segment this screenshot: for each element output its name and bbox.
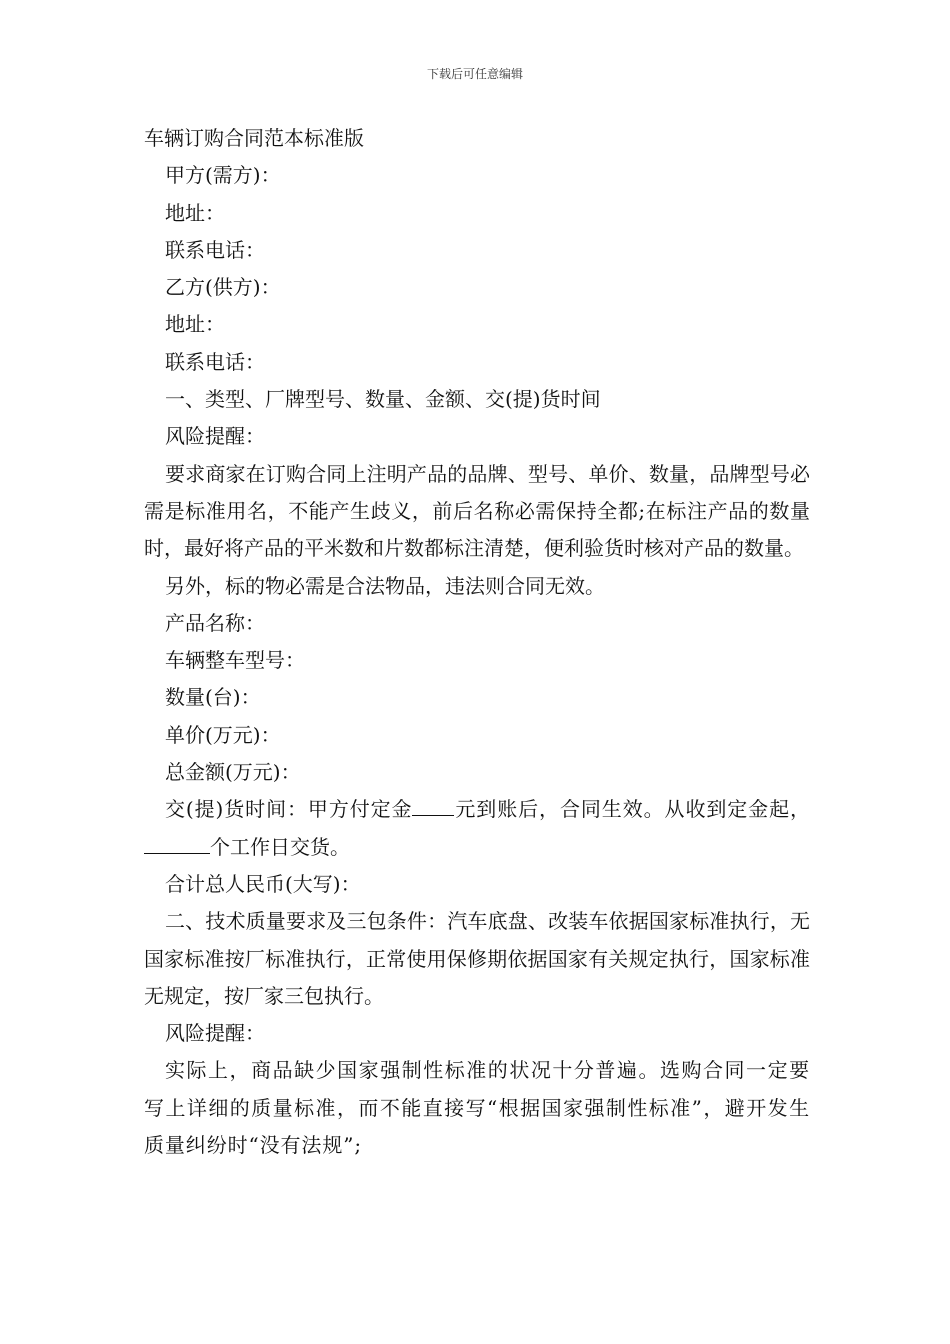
document-title: 车辆订购合同范本标准版	[144, 126, 364, 150]
document-body	[144, 120, 810, 1164]
party-b-label: 乙方(供方)：	[165, 275, 281, 300]
delivery-time-clause	[144, 791, 810, 866]
party-a-label: 甲方(需方)：	[165, 163, 281, 188]
page-header-note: 下载后可任意编辑	[426, 67, 523, 81]
unit-price-label: 单价(万元)：	[165, 722, 281, 747]
delivery-text-1: 交(提)货时间：甲方付定金	[165, 797, 413, 822]
risk-reminder-label: 风险提醒：	[165, 424, 265, 449]
legality-note: 另外，标的物必需是合法物品，违法则合同无效。	[165, 573, 605, 598]
delivery-text-2: 元到账后，合同生效。从收到定金起，	[454, 797, 811, 822]
days-blank	[144, 835, 210, 854]
vehicle-model-label: 车辆整车型号：	[165, 648, 305, 673]
party-b-address-label: 地址：	[165, 312, 225, 337]
product-name-label: 产品名称：	[165, 610, 265, 635]
section-2-text: 二、技术质量要求及三包条件：汽车底盘、改装车依据国家标准执行，无国家标准按厂标准执行，正常使用保修期依据国家有关规定执行，国家标准无规定，按厂家三包执行。	[144, 909, 810, 1008]
risk-reminder-text: 要求商家在订购合同上注明产品的品牌、型号、单价、数量，品牌型号必需是标准用名，不能产生歧义，前后名称必需保持全都;在标注产品的数量时，最好将产品的平米数和片数都标注清楚，便利验货时核对产品的数量。	[144, 461, 810, 561]
quantity-label: 数量(台)：	[165, 685, 261, 710]
party-b-phone-label: 联系电话：	[165, 349, 265, 374]
total-amount-label: 总金额(万元)：	[165, 760, 301, 785]
section-1-heading: 一、类型、厂牌型号、数量、金额、交(提)货时间	[165, 387, 601, 412]
party-a-address-label: 地址：	[165, 200, 225, 225]
party-a-phone-label: 联系电话：	[165, 237, 265, 262]
deposit-blank	[412, 797, 454, 816]
delivery-text-3: 个工作日交货。	[210, 834, 350, 859]
risk-reminder-text-2: 实际上，商品缺少国家强制性标准的状况十分普遍。选购合同一定要写上详细的质量标准，而不能直接写“根据国家强制性标准”，避开发生质量纠纷时“没有法规”;	[144, 1058, 810, 1158]
risk-reminder-label-2: 风险提醒：	[165, 1021, 265, 1046]
total-rmb-label: 合计总人民币(大写)：	[165, 871, 361, 896]
